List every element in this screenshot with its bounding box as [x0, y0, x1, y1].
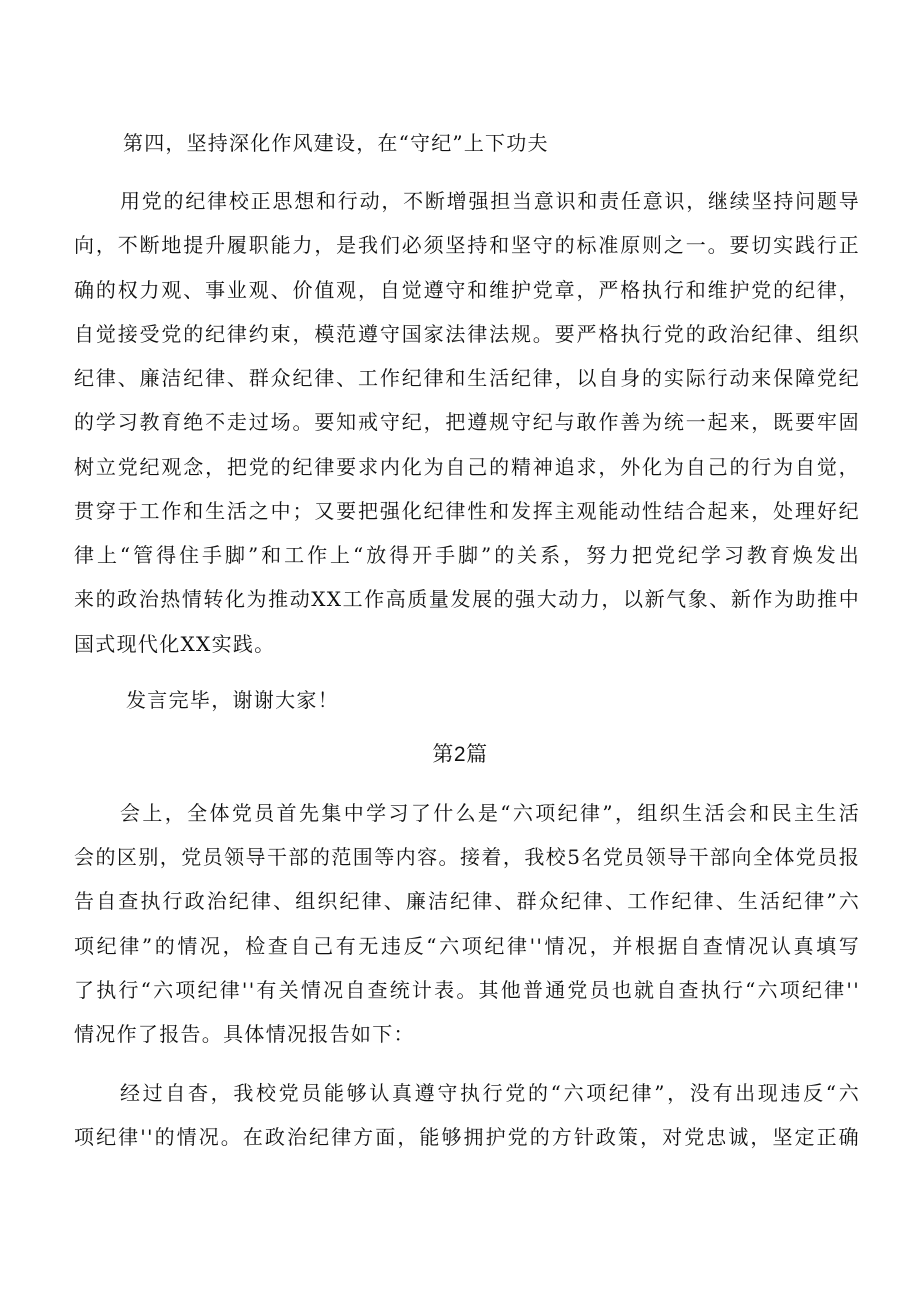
- paragraph-line: 告自查执行政治纪律、组织纪律、廉洁纪律、群众纪律、工作纪律、生活纪律”六: [74, 889, 860, 913]
- paragraph-line: 会上，全体党员首先集中学习了什么是“六项纪律”，组织生活会和民主生活: [120, 801, 860, 825]
- section-heading: 第四，坚持深化作风建设，在“守纪”上下功夫: [123, 131, 549, 155]
- paragraph-line: 会的区别，党员领导干部的范围等内容。接着，我校5名党员领导干部向全体党员报: [74, 845, 860, 869]
- paragraph-line: 来的政治热情转化为推动XX工作高质量发展的强大动力，以新气象、新作为助推中: [74, 587, 860, 611]
- paragraph-line: 自觉接受党的纪律约束，模范遵守国家法律法规。要严格执行党的政治纪律、组织: [74, 322, 860, 346]
- paragraph-line: 的学习教育绝不走过场。要知戒守纪，把遵规守纪与敢作善为统一起来，既要牢固: [74, 410, 860, 434]
- closing-remark: 发言完毕，谢谢大家！: [126, 688, 339, 712]
- paragraph-line: 了执行“六项纪律''有关情况自查统计表。其他普通党员也就自查执行“六项纪律'': [74, 978, 860, 1002]
- paragraph-line: 经过自杳，我校党员能够认真遵守执行党的“六项纪律”，没有出现违反“六: [120, 1081, 860, 1105]
- paragraph-line: 贯穿于工作和生活之中；又要把强化纪律性和发挥主观能动性结合起来，处理好纪: [74, 499, 860, 523]
- paragraph-line: 向，不断地提升履职能力，是我们必须坚持和坚守的标准原则之一。要切实践行正: [74, 233, 860, 257]
- paragraph-line: 律上“管得住手脚”和工作上“放得开手脚”的关系，努力把党纪学习教育焕发出: [74, 543, 860, 567]
- paragraph-line: 确的权力观、事业观、价值观，自觉遵守和维护党章，严格执行和维护党的纪律，: [74, 278, 860, 302]
- paragraph-line: 树立党纪观念，把党的纪律要求内化为自己的精神追求，外化为自己的行为自觉，: [74, 455, 860, 479]
- paragraph-line: 纪律、廉洁纪律、群众纪律、工作纪律和生活纪律，以自身的实际行动来保障党纪: [74, 366, 860, 390]
- section-title: 第2篇: [432, 743, 488, 766]
- paragraph-line: 项纪律''的情况。在政治纪律方面，能够拥护党的方针政策，对党忠诚，坚定正确: [74, 1125, 860, 1149]
- paragraph-line: 用党的纪律校正思想和行动，不断增强担当意识和责任意识，继续坚持问题导: [120, 189, 860, 213]
- paragraph-line: 项纪律”的情况，检查自己有无违反“六项纪律''情况，并根据自查情况认真填写: [74, 934, 860, 958]
- paragraph-line: 情况作了报告。具体情况报告如下：: [74, 1022, 415, 1046]
- paragraph-line: 国式现代化XX实践。: [74, 632, 276, 656]
